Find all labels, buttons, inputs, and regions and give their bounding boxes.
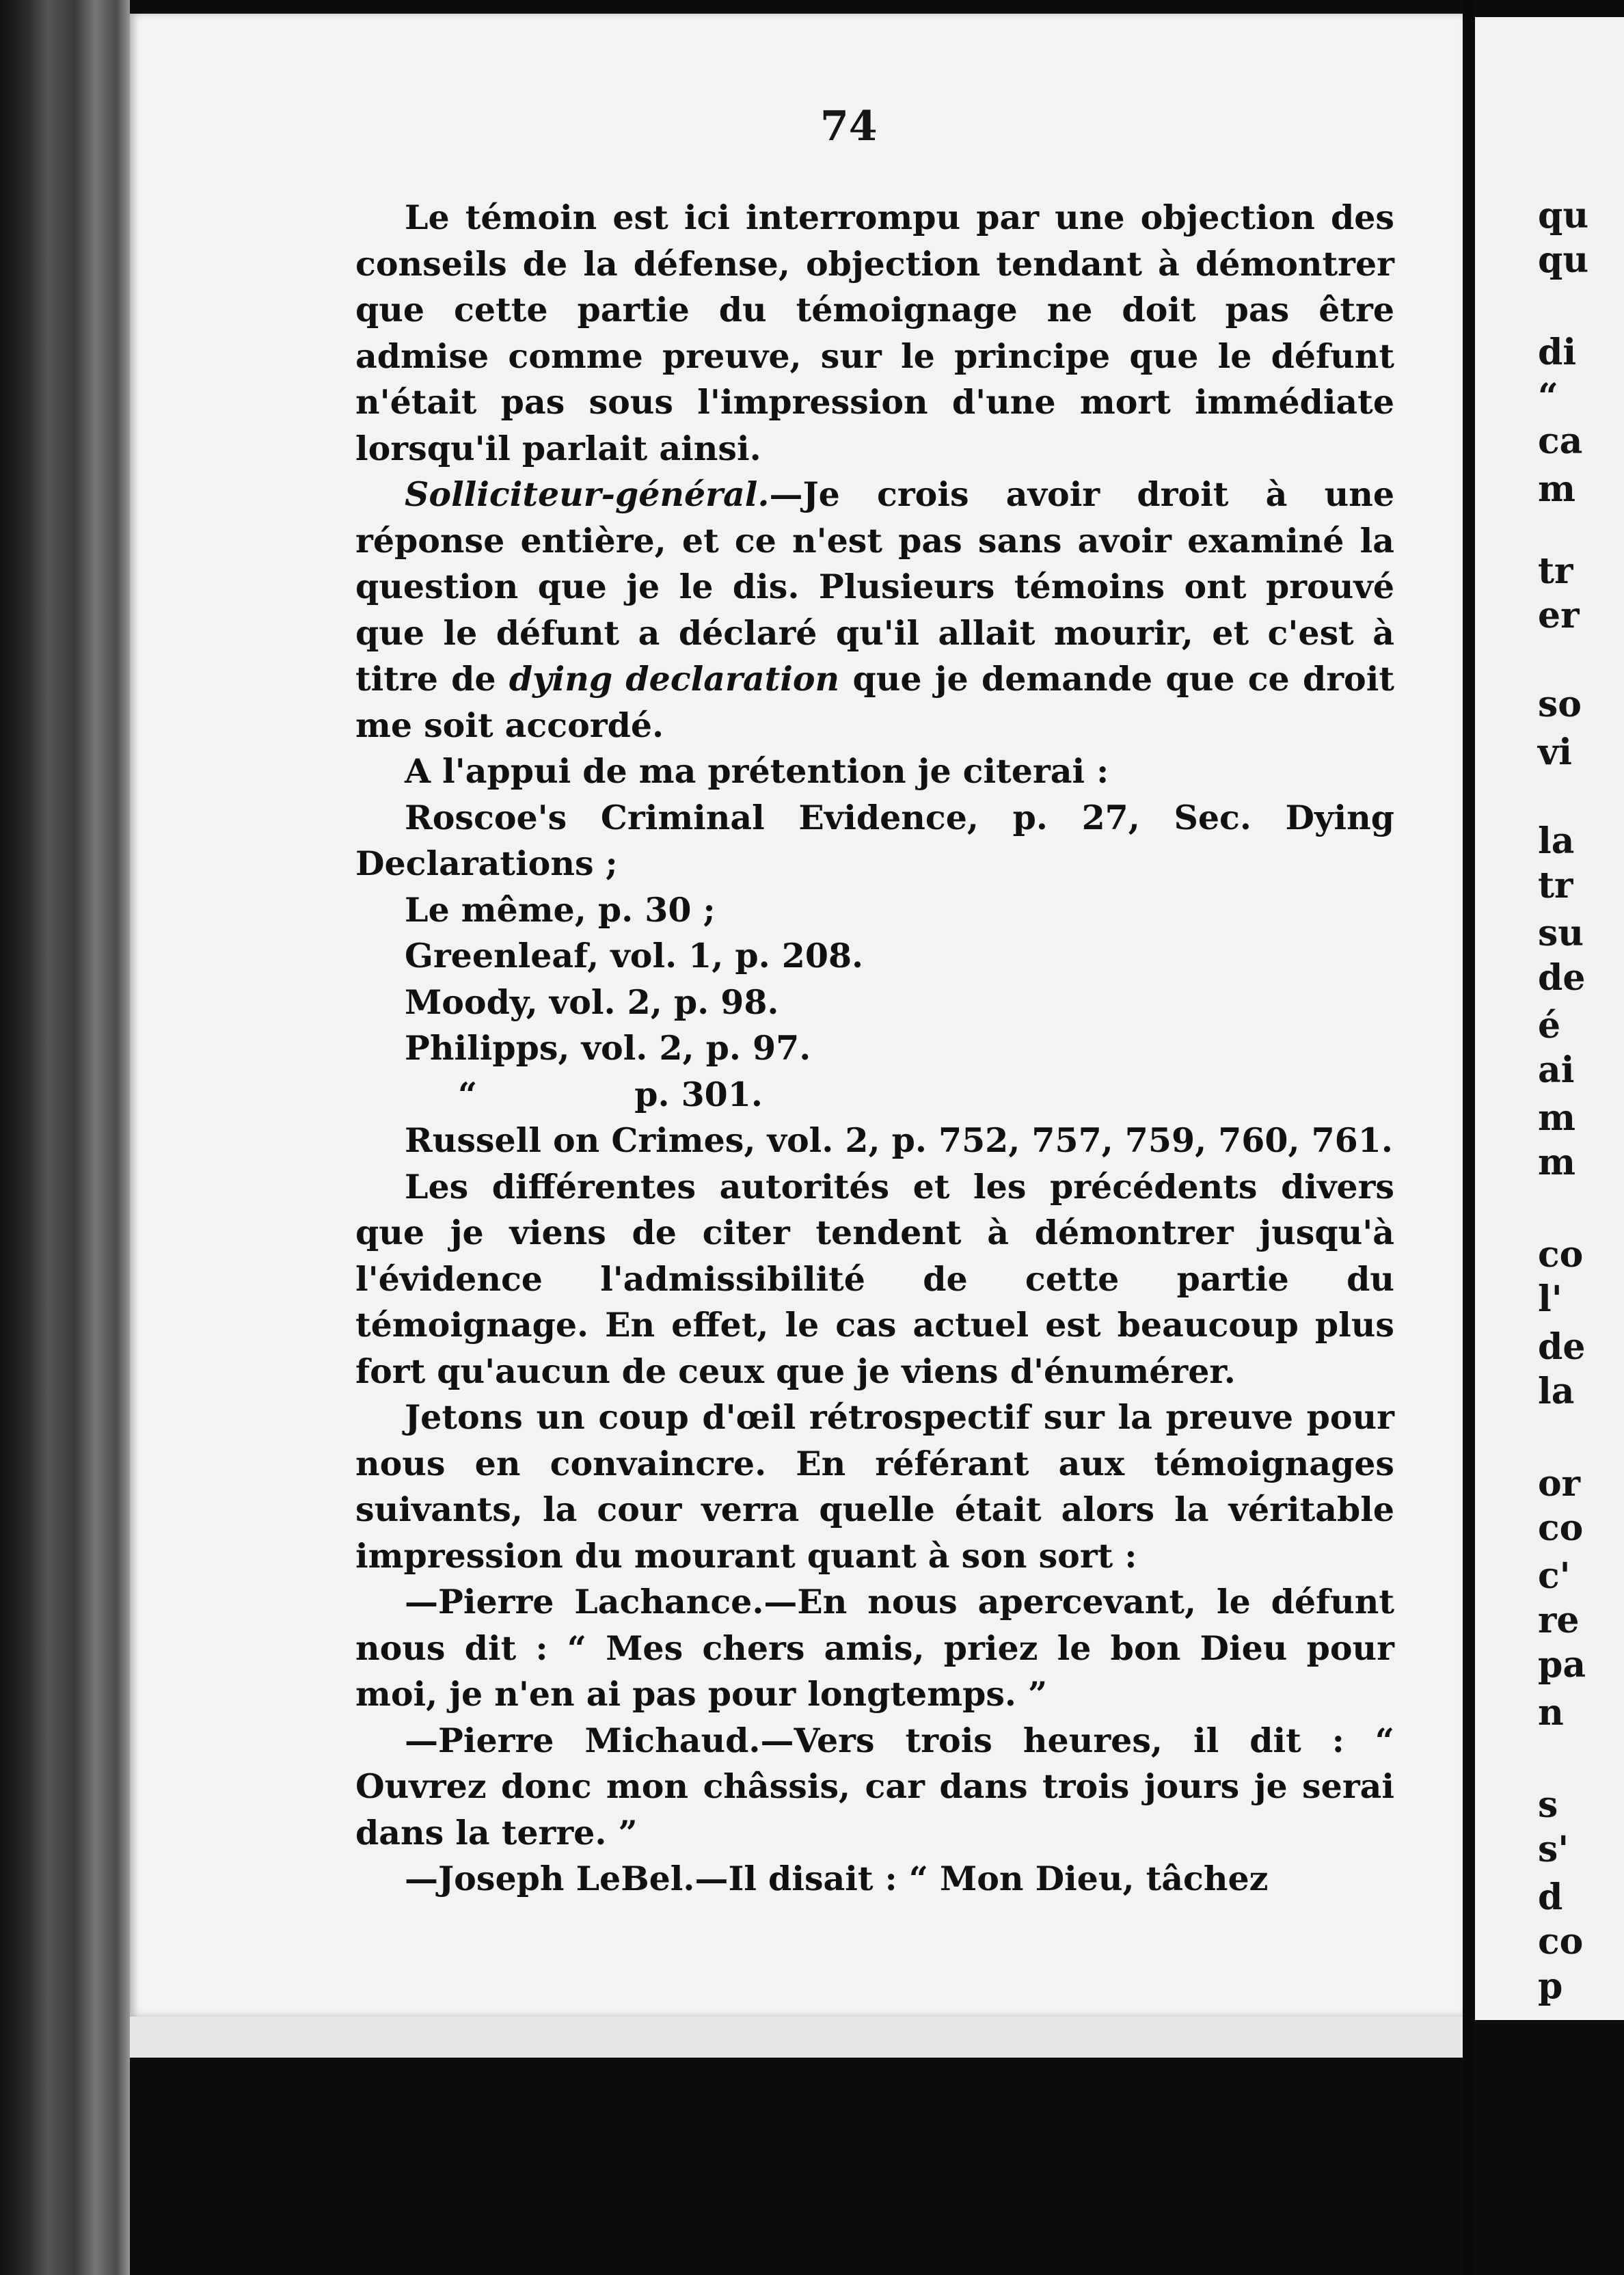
right-page-line-fragment: de [1538, 957, 1586, 999]
book-binding [0, 0, 130, 2275]
right-page-line-fragment: la [1538, 1371, 1575, 1412]
right-page-line-fragment: so [1538, 684, 1582, 725]
right-page-line-fragment: é [1538, 1005, 1561, 1047]
speaker-name: Solliciteur-général. [405, 474, 770, 514]
reference-moody: Moody, vol. 2, p. 98. [405, 982, 779, 1022]
right-page-line-fragment: s' [1538, 1829, 1569, 1870]
testimony-lachance: —Pierre Lachance.—En nous apercevant, le défunt nous dit : “ Mes chers amis, priez le bon Dieu pour moi, je n'en ai pas pour longtemps. ” [355, 1582, 1394, 1714]
paragraph-text: que je demande que ce droit me soit accordé. [355, 659, 1394, 745]
right-page-line-fragment: “ [1538, 376, 1558, 418]
page-gutter [1463, 0, 1475, 2275]
right-page-line-fragment: co [1538, 1921, 1584, 1963]
right-page-line-fragment: di [1538, 332, 1577, 373]
right-page-fragment [1475, 17, 1624, 2020]
paragraph-solicitor [355, 472, 1394, 749]
right-page-line-fragment: m [1538, 1142, 1576, 1183]
reference-ditto [355, 1072, 1394, 1118]
right-page-line-fragment: s [1538, 1784, 1558, 1826]
right-page-line-fragment: qu [1538, 195, 1589, 237]
right-page-line-fragment: la [1538, 820, 1575, 862]
paragraph-text: —Je crois avoir droit à une réponse entière, et ce n'est pas sans avoir examiné la question que je le dis. Plusieurs témoins ont prouvé que le défunt a déclaré qu'il allait mourir, et c'est à titre de [355, 474, 1394, 699]
left-page-edge [130, 2017, 1463, 2058]
right-page-line-fragment: ai [1538, 1049, 1575, 1091]
right-page-line-fragment: p [1538, 1965, 1563, 2007]
paragraph-objection: Le témoin est ici interrompu par une objection des conseils de la défense, objection tendant à démontrer que cette partie du témoignage ne doit pas être admise comme preuve, sur le principe que le défunt n'était pas sous l'impression d'une mort immédiate lorsqu'il parlait ainsi. [355, 198, 1394, 468]
right-page-line-fragment: co [1538, 1234, 1584, 1276]
right-page-line-fragment: ca [1538, 420, 1583, 462]
right-page-line-fragment: m [1538, 1097, 1576, 1139]
right-page-line-fragment: er [1538, 595, 1580, 636]
ditto-mark: “ [458, 1074, 478, 1114]
right-page-line-fragment: co [1538, 1507, 1584, 1549]
page-number: 74 [820, 103, 878, 150]
testimony-lebel: —Joseph LeBel.—Il disait : “ Mon Dieu, tâchez [405, 1859, 1269, 1898]
paragraph-retrospective: Jetons un coup d'œil rétrospectif sur la preuve pour nous en convaincre. En référant aux témoignages suivants, la cour verra quelle était alors la véritable impression du mourant quant à son sort : [355, 1397, 1394, 1576]
right-page-line-fragment: re [1538, 1600, 1580, 1641]
testimony-michaud: —Pierre Michaud.—Vers trois heures, il dit : “ Ouvrez donc mon châssis, car dans trois jours je serai dans la terre. ” [355, 1720, 1394, 1853]
right-page-line-fragment: c' [1538, 1555, 1571, 1597]
right-page-line-fragment: qu [1538, 239, 1589, 281]
right-page-line-fragment: tr [1538, 865, 1573, 906]
page-text [355, 195, 1394, 1902]
reference-greenleaf: Greenleaf, vol. 1, p. 208. [405, 936, 864, 975]
reference-philipps: Philipps, vol. 2, p. 97. [405, 1028, 811, 1068]
reference-le-meme: Le même, p. 30 ; [405, 889, 716, 930]
right-page-line-fragment: de [1538, 1326, 1586, 1368]
right-page-line-fragment: tr [1538, 550, 1573, 592]
reference-roscoe: Roscoe's Criminal Evidence, p. 27, Sec. Dying Declarations ; [355, 797, 1394, 883]
right-page-line-fragment: n [1538, 1692, 1564, 1734]
right-page-line-fragment: l' [1538, 1278, 1562, 1320]
paragraph-citations-intro: A l'appui de ma prétention je citerai : [405, 751, 1109, 791]
right-page-line-fragment: or [1538, 1463, 1581, 1505]
right-page-line-fragment: d [1538, 1876, 1563, 1918]
reference-russell: Russell on Crimes, vol. 2, p. 752, 757, 759, 760, 761. [405, 1120, 1393, 1160]
ditto-page: p. 301. [634, 1074, 763, 1114]
right-page-line-fragment: pa [1538, 1644, 1586, 1686]
right-page-line-fragment: su [1538, 913, 1584, 954]
italic-term: dying declaration [509, 659, 840, 699]
right-page-line-fragment: m [1538, 468, 1576, 510]
right-page-line-fragment: vi [1538, 731, 1572, 773]
paragraph-authorities: Les différentes autorités et les précédents divers que je viens de citer tendent à démontrer jusqu'à l'évidence l'admissibilité de cette partie du témoignage. En effet, le cas actuel est beaucoup plus fort qu'aucun de ceux que je viens d'énumérer. [355, 1166, 1394, 1391]
